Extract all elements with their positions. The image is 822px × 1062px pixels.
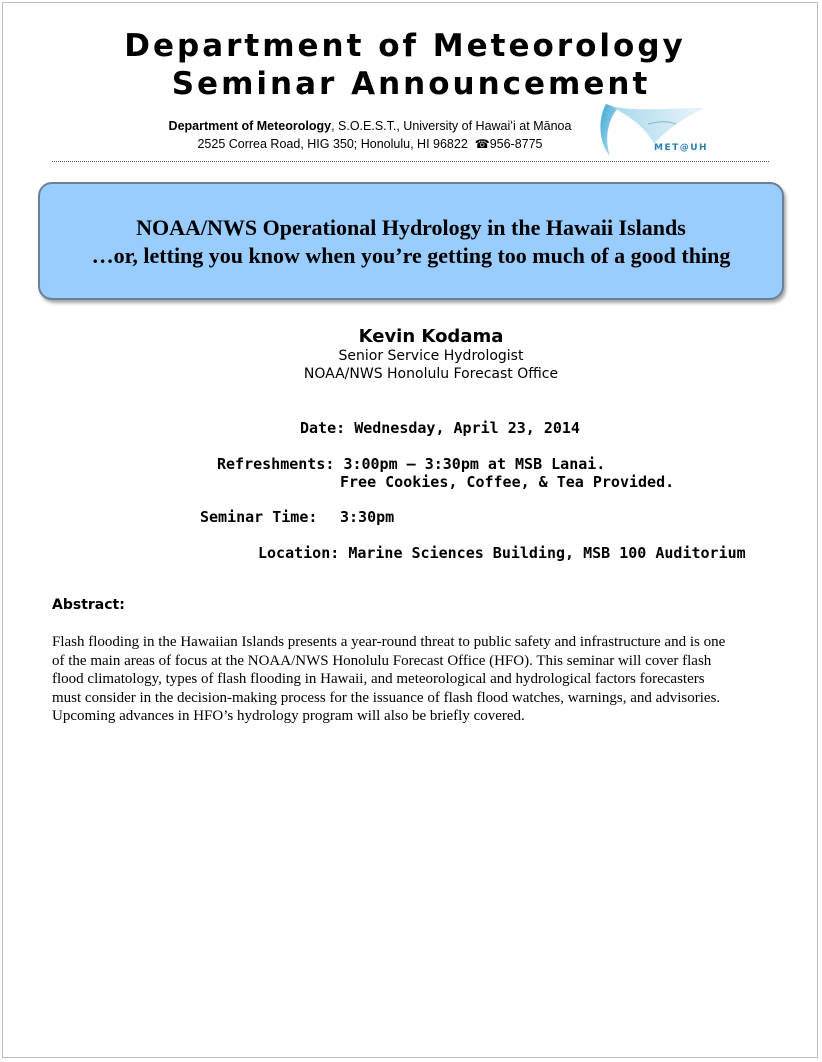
abstract-body xyxy=(52,633,777,726)
topic-subtitle: …or, letting you know when you’re getting too much of a good thing xyxy=(91,243,731,268)
seminar-title: Seminar Announcement xyxy=(171,66,651,102)
date-label: Date: xyxy=(300,419,346,437)
logo-text: MET@UH xyxy=(654,143,709,153)
seminar-time-value-row xyxy=(340,508,394,526)
seminar-time-value: 3:30pm xyxy=(340,508,395,526)
date-row xyxy=(300,419,580,437)
abstract-line: must consider in the decision-making process for the issuance of flash flood watches, warnings, and advisories. xyxy=(52,689,721,706)
seminar-time-label: Seminar Time: xyxy=(200,508,318,526)
affiliation-line xyxy=(140,118,600,135)
phone-icon: ☎ xyxy=(474,137,490,151)
refreshments-row xyxy=(217,455,605,473)
met-uh-logo xyxy=(596,98,736,160)
refreshments-label: Refreshments: xyxy=(217,455,335,473)
refreshments-value: 3:00pm – 3:30pm at MSB Lanai. xyxy=(343,455,606,473)
department-title: Department of Meteorology xyxy=(124,28,686,64)
abstract-line: Upcoming advances in HFO’s hydrology program will also be briefly covered. xyxy=(52,708,525,724)
date-value: Wednesday, April 23, 2014 xyxy=(354,419,580,437)
location-row xyxy=(258,544,746,562)
abstract-line: Flash flooding in the Hawaiian Islands presents a year-round threat to public safety and infrastructure and is one xyxy=(52,634,726,650)
speaker-office: NOAA/NWS Honolulu Forecast Office xyxy=(303,366,559,382)
abstract-line: of the main areas of focus at the NOAA/NWS Honolulu Forecast Office (HFO). This seminar will cover flash xyxy=(52,652,712,669)
street-address: 2525 Correa Road, HIG 350; Honolulu, HI 96822 xyxy=(197,137,468,151)
speaker-role: Senior Service Hydrologist xyxy=(338,348,524,364)
abstract-heading: Abstract: xyxy=(52,597,125,613)
abstract-line: flood climatology, types of flash flooding in Hawaii, and meteorological and hydrological factors forecasters xyxy=(52,671,705,687)
affiliation-dept: Department of Meteorology xyxy=(168,119,332,133)
seminar-time-row xyxy=(200,508,317,526)
affiliation-rest: , S.O.E.S.T., University of Hawaiʻi at Mānoa xyxy=(331,119,572,133)
seminar-topic-banner xyxy=(38,182,784,300)
phone-number: 956-8775 xyxy=(489,137,543,151)
refreshments-row-2 xyxy=(340,473,674,491)
topic-title: NOAA/NWS Operational Hydrology in the Hawaii Islands xyxy=(136,215,686,240)
refreshments-value-2: Free Cookies, Coffee, & Tea Provided. xyxy=(340,473,675,491)
speaker-name: Kevin Kodama xyxy=(358,326,504,347)
address-line xyxy=(140,136,600,153)
location-value: Marine Sciences Building, MSB 100 Auditorium xyxy=(348,544,746,562)
location-label: Location: xyxy=(258,544,340,562)
header-divider xyxy=(52,161,769,162)
